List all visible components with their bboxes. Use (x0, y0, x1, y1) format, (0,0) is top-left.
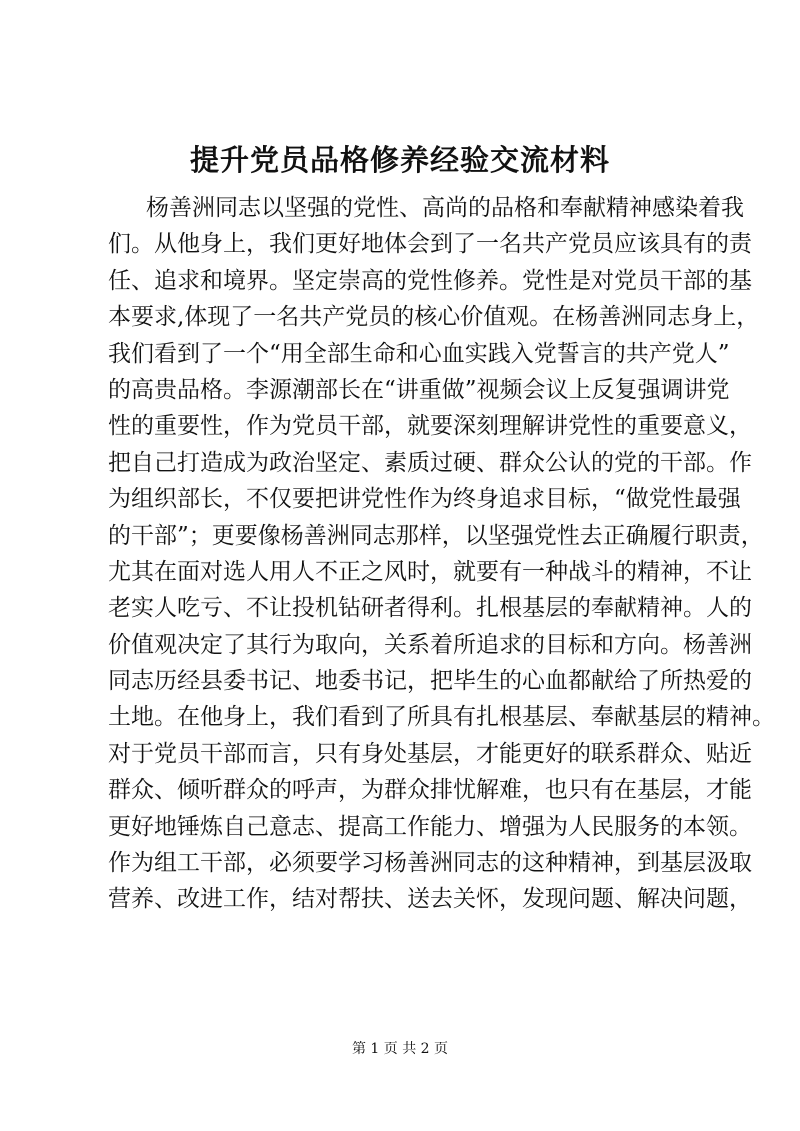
body-line: 把自己打造成为政治坚定、素质过硬、群众公认的党的干部。作 (108, 449, 752, 476)
body-line: 尤其在面对选人用人不正之风时，就要有一种战斗的精神，不让 (108, 558, 752, 585)
body-line: 营养、改进工作，结对帮扶、送去关怀，发现问题、解决问题， (108, 886, 752, 913)
body-line: 作为组工干部，必须要学习杨善洲同志的这种精神，到基层汲取 (108, 850, 752, 877)
body-line: 我们看到了一个“用全部生命和心血实践入党誓言的共产党人” (108, 340, 730, 367)
body-line: 群众、倾听群众的呼声，为群众排忧解难，也只有在基层，才能 (108, 777, 752, 804)
body-line: 本要求,体现了一名共产党员的核心价值观。在杨善洲同志身上， (108, 304, 760, 331)
document-title: 提升党员品格修养经验交流材料 (189, 143, 610, 177)
body-line: 同志历经县委书记、地委书记，把毕生的心血都献给了所热爱的 (108, 668, 752, 695)
page-footer: 第 1 页 共 2 页 (351, 1041, 449, 1057)
body-line: 的高贵品格。李源潮部长在“讲重做”视频会议上反复强调讲党 (108, 376, 730, 403)
body-line: 土地。在他身上，我们看到了所具有扎根基层、奉献基层的精神。 (108, 704, 775, 731)
body-line: 为组织部长，不仅要把讲党性作为终身追求目标，“做党性最强 (108, 486, 741, 513)
body-line: 性的重要性，作为党员干部，就要深刻理解讲党性的重要意义， (108, 413, 752, 440)
body-line: 的干部”；更要像杨善洲同志那样，以坚强党性去正确履行职责， (108, 522, 764, 549)
body-line: 更好地锤炼自己意志、提高工作能力、增强为人民服务的本领。 (108, 813, 752, 840)
body-line: 任、追求和境界。坚定崇高的党性修养。党性是对党员干部的基 (108, 267, 752, 294)
body-line: 杨善洲同志以坚强的党性、高尚的品格和奉献精神感染着我 (146, 195, 744, 221)
body-line: 价值观决定了其行为取向，关系着所追求的目标和方向。杨善洲 (108, 631, 752, 658)
body-line: 们。从他身上，我们更好地体会到了一名共产党员应该具有的责 (108, 231, 752, 258)
body-line: 老实人吃亏、不让投机钻研者得利。扎根基层的奉献精神。人的 (108, 595, 752, 622)
body-line: 对于党员干部而言，只有身处基层，才能更好的联系群众、贴近 (108, 740, 752, 767)
document-body (108, 190, 775, 918)
